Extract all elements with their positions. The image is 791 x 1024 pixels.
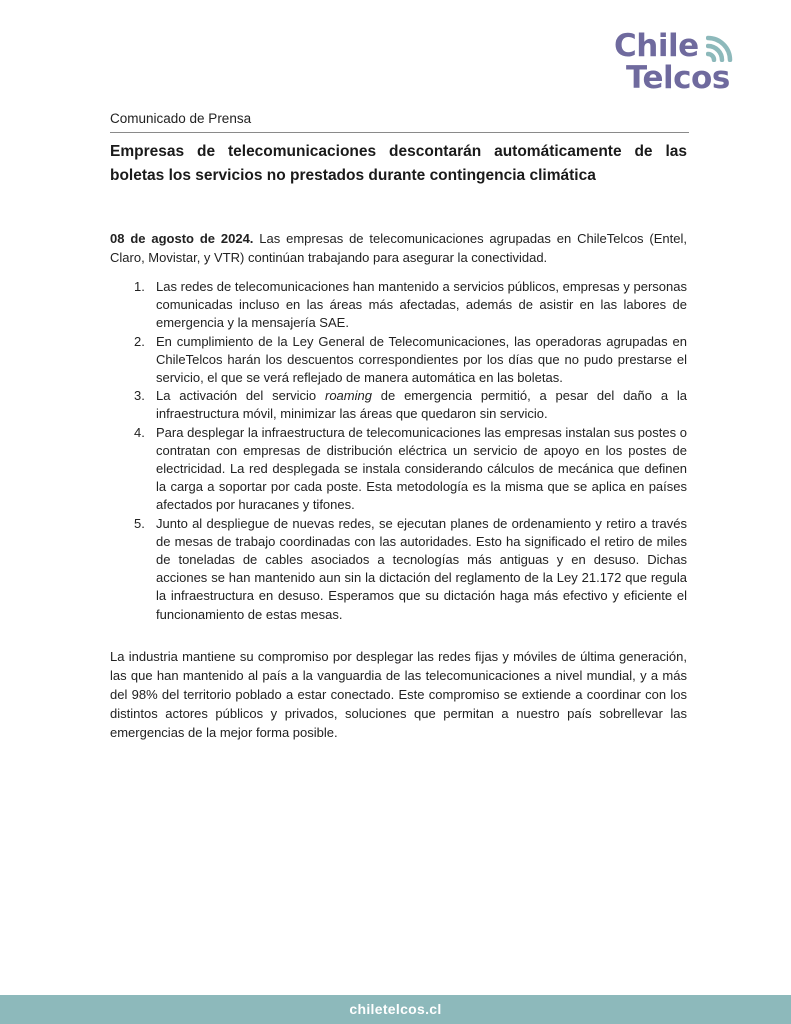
list-item-number: 3. [134, 388, 145, 404]
logo-word-chile: Chile [614, 28, 699, 64]
list-item-text: Junto al despliegue de nuevas redes, se ejecutan planes de ordenamiento y retiro a través de mesas de trabajo coordinadas con las autoridades. Esto ha significado el retiro de miles de toneladas de cables asociados a tecnologías más antiguas y en desuso. Dichas acciones se han mantenido aun sin la dictación del reglamento de la Ley 21.172 que regula la infraestructura en desuso. Esperamos que su dictación haga más efectivo y eficiente el funcionamiento de estas mesas. [156, 515, 687, 622]
list-item-text: Para desplegar la infraestructura de telecomunicaciones las empresas instalan sus postes o contratan con empresas de distribución eléctrica un servicio de apoyo en los postes de electricidad. La red desplegada se instala considerando cálculos de mecánica que definen la carga a soportar por cada poste. Esta metodología es la misma que se aplica en países afectados por huracanes y tifones. [156, 424, 687, 513]
key-points-list [110, 278, 687, 624]
list-item-text: En cumplimiento de la Ley General de Telecomunicaciones, las operadoras agrupadas en ChileTelcos harán los descuentos correspondientes por los días que no pudo prestarse el servicio, el que se verá reflejado de manera automática en las boletas. [156, 333, 687, 386]
list-item [110, 333, 687, 388]
list-item-text-before: La activación del servicio [156, 388, 325, 404]
chiletelcos-logo [612, 28, 742, 98]
list-item-text-after: de emergencia permitió, a pesar del daño a la infraestructura móvil, minimizar las áreas que quedaron sin servicio. [156, 388, 688, 422]
list-item [110, 387, 687, 423]
list-item-number: 4. [134, 424, 145, 440]
list-item-number: 1. [134, 279, 145, 294]
list-item-italic-term: roaming [325, 388, 372, 404]
logo-word-telcos: Telcos [626, 60, 730, 96]
list-item [110, 424, 687, 515]
release-date: 08 de agosto de 2024. [110, 231, 254, 246]
header-divider [110, 132, 689, 133]
press-release-headline: Empresas de telecomunicaciones descontarán automáticamente de las boletas los servicios no prestados durante contingencia climática [110, 143, 687, 184]
intro-text: Las empresas de telecomunicaciones agrupadas en ChileTelcos (Entel, Claro, Movistar, y VTR) continúan trabajando para asegurar la conectividad. [110, 231, 687, 265]
list-item [110, 278, 687, 333]
list-item-number: 2. [134, 333, 145, 349]
footer-bar [0, 995, 791, 1024]
list-item-number: 5. [134, 515, 145, 531]
list-item-text: Las redes de telecomunicaciones han mantenido a servicios públicos, empresas y personas comunicadas incluso en las áreas más afectadas, además de asistir en las labores de emergencia y la mensajería SAE. [156, 279, 687, 331]
intro-paragraph [110, 229, 687, 267]
footer-website-link[interactable]: chiletelcos.cl [349, 1001, 442, 1017]
signal-waves-icon [706, 32, 736, 62]
closing-paragraph: La industria mantiene su compromiso por desplegar las redes fijas y móviles de última generación, las que han mantenido al país a la vanguardia de las telecomunicaciones a nivel mundial, y a más del 98% del territorio poblado a estar conectado. Este compromiso se extiende a coordinar con los distintos actores públicos y privados, soluciones que permitan a nuestro país sobrellevar las emergencias de la mejor forma posible. [110, 649, 687, 740]
document-kicker: Comunicado de Prensa [110, 111, 252, 126]
list-item [110, 515, 687, 624]
